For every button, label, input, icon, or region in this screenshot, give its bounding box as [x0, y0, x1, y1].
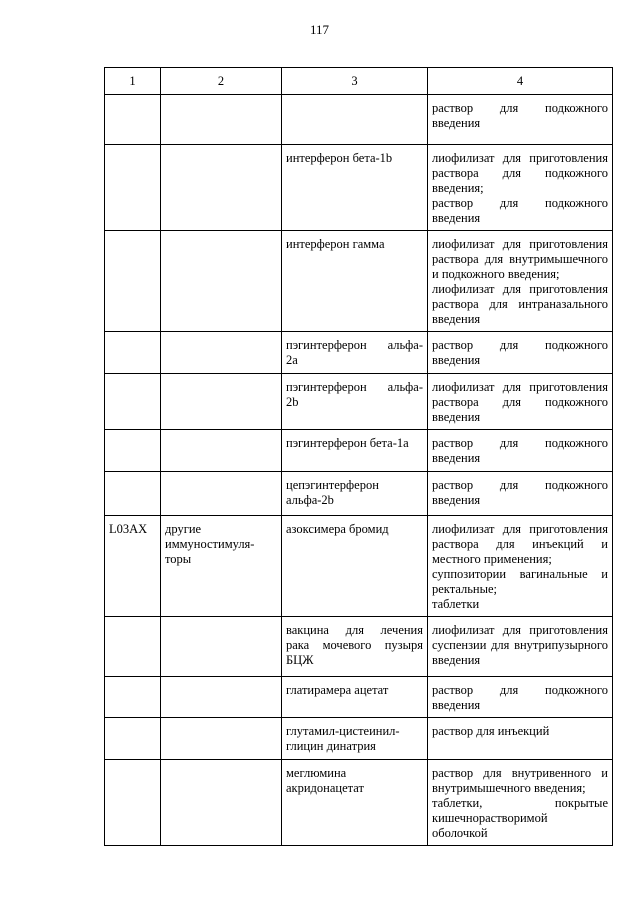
atc-code-cell [105, 332, 161, 374]
cell-line: и подкожного введения; [432, 267, 560, 281]
atc-code-cell: L03AX [105, 516, 161, 617]
cell-line: раствор для подкожного [432, 338, 608, 352]
group-cell [161, 332, 282, 374]
atc-code-cell [105, 430, 161, 472]
cell-line: суспензии для внутрипузырного [432, 638, 608, 652]
cell-line: раствор для инъекций [432, 724, 550, 738]
cell-line: оболочкой [432, 826, 488, 840]
table-row [105, 332, 613, 374]
dosage-form-cell [428, 516, 613, 617]
atc-code-cell [105, 472, 161, 516]
dosage-form [432, 683, 608, 713]
header-cell: 3 [282, 68, 428, 95]
cell-line: 2a [286, 353, 298, 367]
atc-code-cell [105, 760, 161, 846]
table-row [105, 516, 613, 617]
dosage-form [432, 436, 608, 466]
cell-line: введения [432, 211, 481, 225]
medication-table [104, 67, 613, 846]
dosage-form [432, 338, 608, 368]
cell-line: внутримышечного введения; [432, 781, 586, 795]
group-cell [161, 617, 282, 677]
dosage-form-cell [428, 430, 613, 472]
cell-line: таблетки, покрытые [432, 796, 608, 810]
dosage-form [432, 151, 608, 196]
dosage-form-cell [428, 95, 613, 145]
cell-line: 2b [286, 395, 299, 409]
dosage-form [432, 597, 608, 612]
cell-line: раствор для подкожного [432, 196, 608, 210]
dosage-form [432, 196, 608, 226]
cell-line: цепэгинтерферон [286, 478, 379, 492]
drug-name-cell [282, 472, 428, 516]
dosage-form [432, 522, 608, 567]
dosage-form [432, 380, 608, 425]
dosage-form-cell [428, 374, 613, 430]
drug-name-cell [282, 677, 428, 718]
cell-line: глатирамера ацетат [286, 683, 389, 697]
table-row [105, 95, 613, 145]
cell-line: рака мочевого пузыря [286, 638, 423, 652]
drug-name-cell [282, 617, 428, 677]
cell-line: раствор для подкожного [432, 683, 608, 697]
dosage-form [432, 796, 608, 841]
drug-name-cell [282, 430, 428, 472]
atc-code-cell [105, 231, 161, 332]
cell-line: азоксимера бромид [286, 522, 389, 536]
cell-line: меглюмина [286, 766, 347, 780]
table-row [105, 718, 613, 760]
cell-line: введения [432, 410, 481, 424]
cell-line: пэгинтерферон альфа- [286, 338, 423, 352]
cell-line: БЦЖ [286, 653, 314, 667]
drug-name-cell [282, 145, 428, 231]
group-cell [161, 430, 282, 472]
dosage-form [432, 724, 608, 739]
dosage-form [432, 237, 608, 282]
group-cell [161, 472, 282, 516]
table-row [105, 374, 613, 430]
cell-line: раствора для интраназального [432, 297, 608, 311]
cell-line: глицин динатрия [286, 739, 376, 753]
cell-line: введения [432, 493, 481, 507]
header-row [105, 68, 613, 95]
drug-name-cell [282, 516, 428, 617]
cell-line: альфа-2b [286, 493, 334, 507]
cell-line: введения [432, 698, 481, 712]
drug-name-cell [282, 760, 428, 846]
dosage-form [432, 282, 608, 327]
cell-line: другие [165, 522, 202, 536]
header-cell: 2 [161, 68, 282, 95]
cell-line: раствора для подкожного [432, 395, 608, 409]
cell-line: интерферон бета-1b [286, 151, 393, 165]
page-number: 117 [309, 22, 330, 37]
dosage-form-cell [428, 718, 613, 760]
cell-line: раствора для внутримышечного [432, 252, 608, 266]
cell-line: введения; [432, 181, 484, 195]
drug-name-cell [282, 95, 428, 145]
cell-line: иммуностимуля- [165, 537, 255, 551]
drug-name-cell [282, 231, 428, 332]
table-row [105, 760, 613, 846]
dosage-form [432, 766, 608, 796]
table-row [105, 231, 613, 332]
cell-line: введения [432, 451, 481, 465]
cell-line: введения [432, 116, 481, 130]
cell-line: акридонацетат [286, 781, 364, 795]
cell-line: лиофилизат для приготовления [432, 151, 608, 165]
cell-line: пэгинтерферон бета-1a [286, 436, 409, 450]
cell-line: раствора для инъекций и [432, 537, 608, 551]
dosage-form-cell [428, 472, 613, 516]
header-cell: 4 [428, 68, 613, 95]
drug-name-cell [282, 374, 428, 430]
atc-code-cell [105, 677, 161, 718]
group-cell [161, 374, 282, 430]
dosage-form-cell [428, 145, 613, 231]
cell-line: раствор для подкожного [432, 101, 608, 115]
drug-name-cell [282, 332, 428, 374]
header-cell: 1 [105, 68, 161, 95]
cell-line: вакцина для лечения [286, 623, 423, 637]
dosage-form [432, 567, 608, 597]
cell-line: местного применения; [432, 552, 552, 566]
group-cell [161, 95, 282, 145]
cell-line: раствор для подкожного [432, 436, 608, 450]
cell-line: лиофилизат для приготовления [432, 522, 608, 536]
cell-line: пэгинтерферон альфа- [286, 380, 423, 394]
cell-line: лиофилизат для приготовления [432, 237, 608, 251]
table-row [105, 617, 613, 677]
group-cell [161, 760, 282, 846]
table-row [105, 430, 613, 472]
table-row [105, 145, 613, 231]
cell-line: лиофилизат для приготовления [432, 623, 608, 637]
cell-line: введения [432, 653, 481, 667]
group-cell [161, 718, 282, 760]
dosage-form-cell [428, 617, 613, 677]
cell-line: раствора для подкожного [432, 166, 608, 180]
group-cell [161, 231, 282, 332]
dosage-form-cell [428, 677, 613, 718]
group-cell [161, 516, 282, 617]
atc-code-cell [105, 95, 161, 145]
dosage-form-cell [428, 231, 613, 332]
cell-line: суппозитории вагинальные и [432, 567, 608, 581]
cell-line: раствор для внутривенного и [432, 766, 608, 780]
group-cell [161, 145, 282, 231]
cell-line: раствор для подкожного [432, 478, 608, 492]
cell-line: лиофилизат для приготовления [432, 282, 608, 296]
cell-line: ректальные; [432, 582, 498, 596]
atc-code-cell [105, 617, 161, 677]
dosage-form [432, 623, 608, 668]
cell-line: таблетки [432, 597, 480, 611]
cell-line: глутамил-цистеинил- [286, 724, 400, 738]
table-row [105, 472, 613, 516]
atc-code-cell [105, 718, 161, 760]
dosage-form [432, 478, 608, 508]
table-row [105, 677, 613, 718]
drug-name-cell [282, 718, 428, 760]
dosage-form [432, 101, 608, 131]
dosage-form-cell [428, 332, 613, 374]
cell-line: торы [165, 552, 192, 566]
group-cell [161, 677, 282, 718]
cell-line: интерферон гамма [286, 237, 385, 251]
cell-line: введения [432, 312, 481, 326]
atc-code-cell [105, 145, 161, 231]
dosage-form-cell [428, 760, 613, 846]
cell-line: введения [432, 353, 481, 367]
cell-line: кишечнорастворимой [432, 811, 548, 825]
cell-line: лиофилизат для приготовления [432, 380, 608, 394]
atc-code-cell [105, 374, 161, 430]
